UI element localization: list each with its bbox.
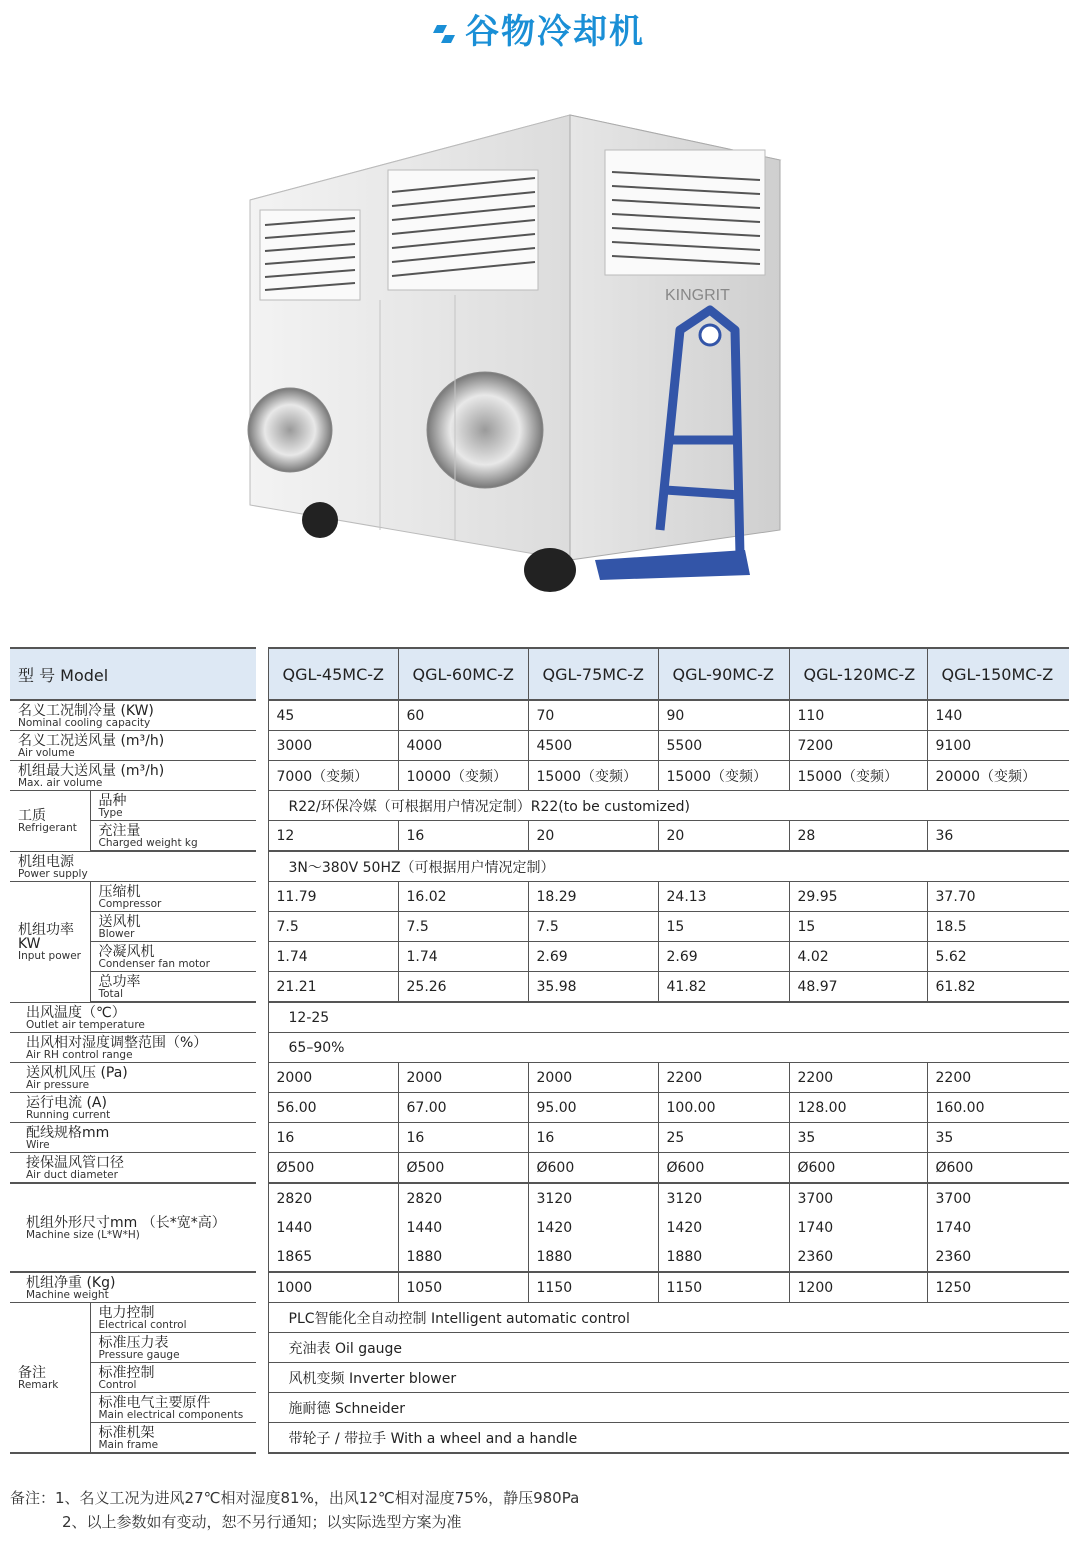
table-cell: 充油表 Oil gauge	[268, 1333, 1069, 1363]
table-cell: 2360	[789, 1242, 927, 1272]
table-row	[10, 1393, 1069, 1423]
sub-label: 压缩机	[98, 883, 141, 900]
table-cell: 2200	[789, 1063, 927, 1093]
table-cell: 15000（变频）	[658, 761, 789, 791]
footnote-line: 备注：1、名义工况为进风27℃相对湿度81%，出风12℃相对湿度75%，静压980Pa	[10, 1489, 580, 1507]
table-row	[10, 942, 1069, 972]
table-cell: 48.97	[789, 972, 927, 1003]
table-row	[10, 1423, 1069, 1454]
row-label: 机组电源	[18, 853, 74, 870]
table-cell: 95.00	[528, 1093, 658, 1123]
table-cell: 160.00	[927, 1093, 1069, 1123]
table-cell: 12-25	[268, 1002, 1069, 1033]
table-cell: 1420	[658, 1213, 789, 1242]
table-row	[10, 851, 1069, 882]
table-cell: PLC智能化全自动控制 Intelligent automatic control	[268, 1303, 1069, 1333]
table-cell: 1880	[528, 1242, 658, 1272]
table-cell: 16.02	[398, 882, 528, 912]
model-name: QGL-90MC-Z	[658, 648, 789, 700]
table-cell: 24.13	[658, 882, 789, 912]
table-cell: 5500	[658, 731, 789, 761]
row-label: 机组最大送风量 (m³/h)	[18, 762, 165, 779]
table-cell: 15000（变频）	[528, 761, 658, 791]
table-cell: 1150	[528, 1272, 658, 1303]
table-cell: 41.82	[658, 972, 789, 1003]
table-row	[10, 1033, 1069, 1063]
table-cell: 35	[927, 1123, 1069, 1153]
row-label: 出风相对湿度调整范围（%）	[26, 1034, 208, 1051]
brand-label: KINGRIT	[665, 287, 730, 304]
table-cell: 35.98	[528, 972, 658, 1003]
table-cell: 100.00	[658, 1093, 789, 1123]
table-cell: 1250	[927, 1272, 1069, 1303]
sub-label: 标准压力表	[98, 1334, 169, 1351]
sub-label: 标准电气主要原件	[98, 1394, 211, 1411]
sub-label-en: Compressor	[98, 897, 162, 910]
table-cell: 3700	[927, 1183, 1069, 1213]
table-row	[10, 821, 1069, 852]
title-mark-icon	[431, 21, 457, 47]
sub-label-en: Control	[98, 1378, 137, 1391]
sub-label: 电力控制	[98, 1304, 155, 1321]
table-cell: 20	[658, 821, 789, 852]
row-label-en: Outlet air temperature	[26, 1018, 145, 1031]
table-cell: 65–90%	[268, 1033, 1069, 1063]
table-cell: Ø600	[927, 1153, 1069, 1184]
table-cell: 1200	[789, 1272, 927, 1303]
sub-label-en: Electrical control	[98, 1318, 187, 1331]
sub-label-en: Main electrical components	[98, 1408, 244, 1421]
table-cell: 1440	[398, 1213, 528, 1242]
table-cell: 1050	[398, 1272, 528, 1303]
row-label-en: Air pressure	[26, 1078, 90, 1091]
table-cell: 25	[658, 1123, 789, 1153]
table-cell: 2.69	[528, 942, 658, 972]
sub-label: 品种	[98, 792, 127, 809]
table-cell: 风机变频 Inverter blower	[268, 1363, 1069, 1393]
table-cell: 70	[528, 700, 658, 731]
table-cell: 2360	[927, 1242, 1069, 1272]
row-label-en: Running current	[26, 1108, 111, 1121]
table-cell: 1.74	[398, 942, 528, 972]
row-label: 送风机风压 (Pa)	[26, 1064, 128, 1081]
row-label-en: Power supply	[18, 867, 88, 880]
table-cell: 1000	[268, 1272, 398, 1303]
row-label: 出风温度（℃）	[26, 1004, 126, 1021]
model-name: QGL-45MC-Z	[268, 648, 398, 700]
sub-label-en: Pressure gauge	[98, 1348, 180, 1361]
table-cell: 3120	[658, 1183, 789, 1213]
table-cell: 4.02	[789, 942, 927, 972]
table-cell: 110	[789, 700, 927, 731]
row-label-en: Nominal cooling capacity	[18, 716, 151, 729]
table-cell: 90	[658, 700, 789, 731]
table-cell: 128.00	[789, 1093, 927, 1123]
table-cell: R22/环保冷媒（可根据用户情况定制）R22(to be customized)	[268, 791, 1069, 821]
table-cell: 2000	[528, 1063, 658, 1093]
table-row	[10, 1272, 1069, 1303]
group-label: 工质	[18, 807, 46, 824]
table-cell: 12	[268, 821, 398, 852]
table-cell: 2200	[927, 1063, 1069, 1093]
sub-label-en: Total	[98, 987, 124, 1000]
row-label: 名义工况制冷量 (KW)	[18, 702, 154, 719]
table-row	[10, 731, 1069, 761]
group-label-en: Refrigerant	[18, 821, 77, 834]
row-label-en: Machine weight	[26, 1288, 109, 1301]
table-cell: 15	[789, 912, 927, 942]
sub-label-en: Blower	[98, 927, 135, 940]
table-cell: 7.5	[398, 912, 528, 942]
table-row	[10, 1093, 1069, 1123]
table-cell: 1.74	[268, 942, 398, 972]
footnote-line: 2、以上参数如有变动，恕不另行通知；以实际选型方案为准	[62, 1513, 462, 1531]
table-cell: 2820	[398, 1183, 528, 1213]
table-cell: 7000（变频）	[268, 761, 398, 791]
table-cell: 11.79	[268, 882, 398, 912]
table-row	[10, 700, 1069, 731]
row-label: 机组外形尺寸mm （长*宽*高）	[26, 1214, 226, 1231]
row-label-en: Machine size (L*W*H)	[26, 1228, 140, 1241]
table-cell: 35	[789, 1123, 927, 1153]
table-cell: Ø600	[528, 1153, 658, 1184]
footnotes	[10, 1486, 579, 1534]
table-cell: 2200	[658, 1063, 789, 1093]
table-cell: Ø600	[789, 1153, 927, 1184]
table-cell: 1865	[268, 1242, 398, 1272]
table-row	[10, 1303, 1069, 1333]
row-label: 机组净重 (Kg)	[26, 1274, 116, 1291]
table-row	[10, 1123, 1069, 1153]
row-label-en: Max. air volume	[18, 776, 103, 789]
table-cell: 1740	[789, 1213, 927, 1242]
table-cell: 4500	[528, 731, 658, 761]
table-row	[10, 1002, 1069, 1033]
table-cell: 28	[789, 821, 927, 852]
table-cell: 15	[658, 912, 789, 942]
table-cell: 20000（变频）	[927, 761, 1069, 791]
model-header: 型 号 Model	[10, 648, 256, 700]
table-row	[10, 1363, 1069, 1393]
specification-table	[10, 647, 1069, 1454]
table-cell: 45	[268, 700, 398, 731]
page-title	[0, 4, 1076, 53]
model-name: QGL-120MC-Z	[789, 648, 927, 700]
sub-label-en: Condenser fan motor	[98, 957, 210, 970]
group-label: 机组功率	[18, 921, 74, 938]
table-cell: Ø500	[398, 1153, 528, 1184]
table-cell: 18.29	[528, 882, 658, 912]
model-name: QGL-75MC-Z	[528, 648, 658, 700]
table-cell: 1880	[658, 1242, 789, 1272]
table-cell: 2000	[268, 1063, 398, 1093]
table-row	[10, 882, 1069, 912]
table-cell: 16	[268, 1123, 398, 1153]
table-cell: 36	[927, 821, 1069, 852]
table-cell: 2000	[398, 1063, 528, 1093]
group-label-en: Input power	[18, 949, 81, 962]
sub-label: 标准机架	[98, 1424, 155, 1441]
row-label: 接保温风管口径	[26, 1154, 124, 1171]
group-label: 备注	[18, 1364, 46, 1381]
table-cell: 56.00	[268, 1093, 398, 1123]
table-cell: Ø600	[658, 1153, 789, 1184]
table-cell: 1420	[528, 1213, 658, 1242]
table-cell: 2.69	[658, 942, 789, 972]
page-title-text: 谷物冷却机	[465, 12, 645, 52]
table-cell: 3120	[528, 1183, 658, 1213]
grain-cooler-illustration	[240, 110, 800, 600]
table-row	[10, 1063, 1069, 1093]
table-cell: 29.95	[789, 882, 927, 912]
table-cell: 1150	[658, 1272, 789, 1303]
table-row	[10, 1153, 1069, 1184]
table-cell: 7.5	[528, 912, 658, 942]
table-cell: 施耐德 Schneider	[268, 1393, 1069, 1423]
table-cell: 3000	[268, 731, 398, 761]
group-label-en: Remark	[18, 1378, 59, 1391]
row-label-en: Wire	[26, 1138, 50, 1151]
row-label: 名义工况送风量 (m³/h)	[18, 732, 165, 749]
table-cell: 1880	[398, 1242, 528, 1272]
table-cell: 21.21	[268, 972, 398, 1003]
table-cell: 2820	[268, 1183, 398, 1213]
row-label-en: Air RH control range	[26, 1048, 133, 1061]
table-cell: Ø500	[268, 1153, 398, 1184]
table-row	[10, 1333, 1069, 1363]
table-cell: 10000（变频）	[398, 761, 528, 791]
table-row	[10, 761, 1069, 791]
row-label-en: Air duct diameter	[26, 1168, 118, 1181]
table-cell: 1740	[927, 1213, 1069, 1242]
table-row	[10, 972, 1069, 1003]
table-cell: 7200	[789, 731, 927, 761]
table-cell: 4000	[398, 731, 528, 761]
table-cell: 60	[398, 700, 528, 731]
sub-label: 送风机	[98, 913, 141, 930]
table-cell: 16	[528, 1123, 658, 1153]
sub-label: 充注量	[98, 822, 141, 839]
table-cell: 7.5	[268, 912, 398, 942]
table-cell: 20	[528, 821, 658, 852]
table-cell: 3N～380V 50HZ（可根据用户情况定制）	[268, 851, 1069, 882]
sub-label-en: Type	[98, 806, 123, 819]
table-cell: 16	[398, 1123, 528, 1153]
row-label: 配线规格mm	[26, 1124, 110, 1141]
sub-label-en: Main frame	[98, 1438, 159, 1451]
table-cell: 67.00	[398, 1093, 528, 1123]
sub-label: 总功率	[98, 973, 141, 990]
row-label-en: Air volume	[18, 746, 75, 759]
table-row	[10, 912, 1069, 942]
table-cell: 140	[927, 700, 1069, 731]
sub-label: 冷凝风机	[98, 943, 155, 960]
table-row	[10, 1183, 1069, 1213]
table-cell: 1440	[268, 1213, 398, 1242]
sub-label-en: Charged weight kg	[98, 836, 198, 849]
table-cell: 3700	[789, 1183, 927, 1213]
table-cell: 9100	[927, 731, 1069, 761]
table-row	[10, 791, 1069, 821]
group-label-unit: KW	[18, 935, 41, 952]
table-cell: 18.5	[927, 912, 1069, 942]
table-header-row	[10, 648, 1069, 700]
table-cell: 37.70	[927, 882, 1069, 912]
table-cell: 25.26	[398, 972, 528, 1003]
table-cell: 5.62	[927, 942, 1069, 972]
model-name: QGL-60MC-Z	[398, 648, 528, 700]
table-cell: 带轮子 / 带拉手 With a wheel and a handle	[268, 1423, 1069, 1454]
table-cell: 15000（变频）	[789, 761, 927, 791]
table-cell: 16	[398, 821, 528, 852]
table-cell: 61.82	[927, 972, 1069, 1003]
model-name: QGL-150MC-Z	[927, 648, 1069, 700]
sub-label: 标准控制	[98, 1364, 155, 1381]
row-label: 运行电流 (A)	[26, 1094, 107, 1111]
